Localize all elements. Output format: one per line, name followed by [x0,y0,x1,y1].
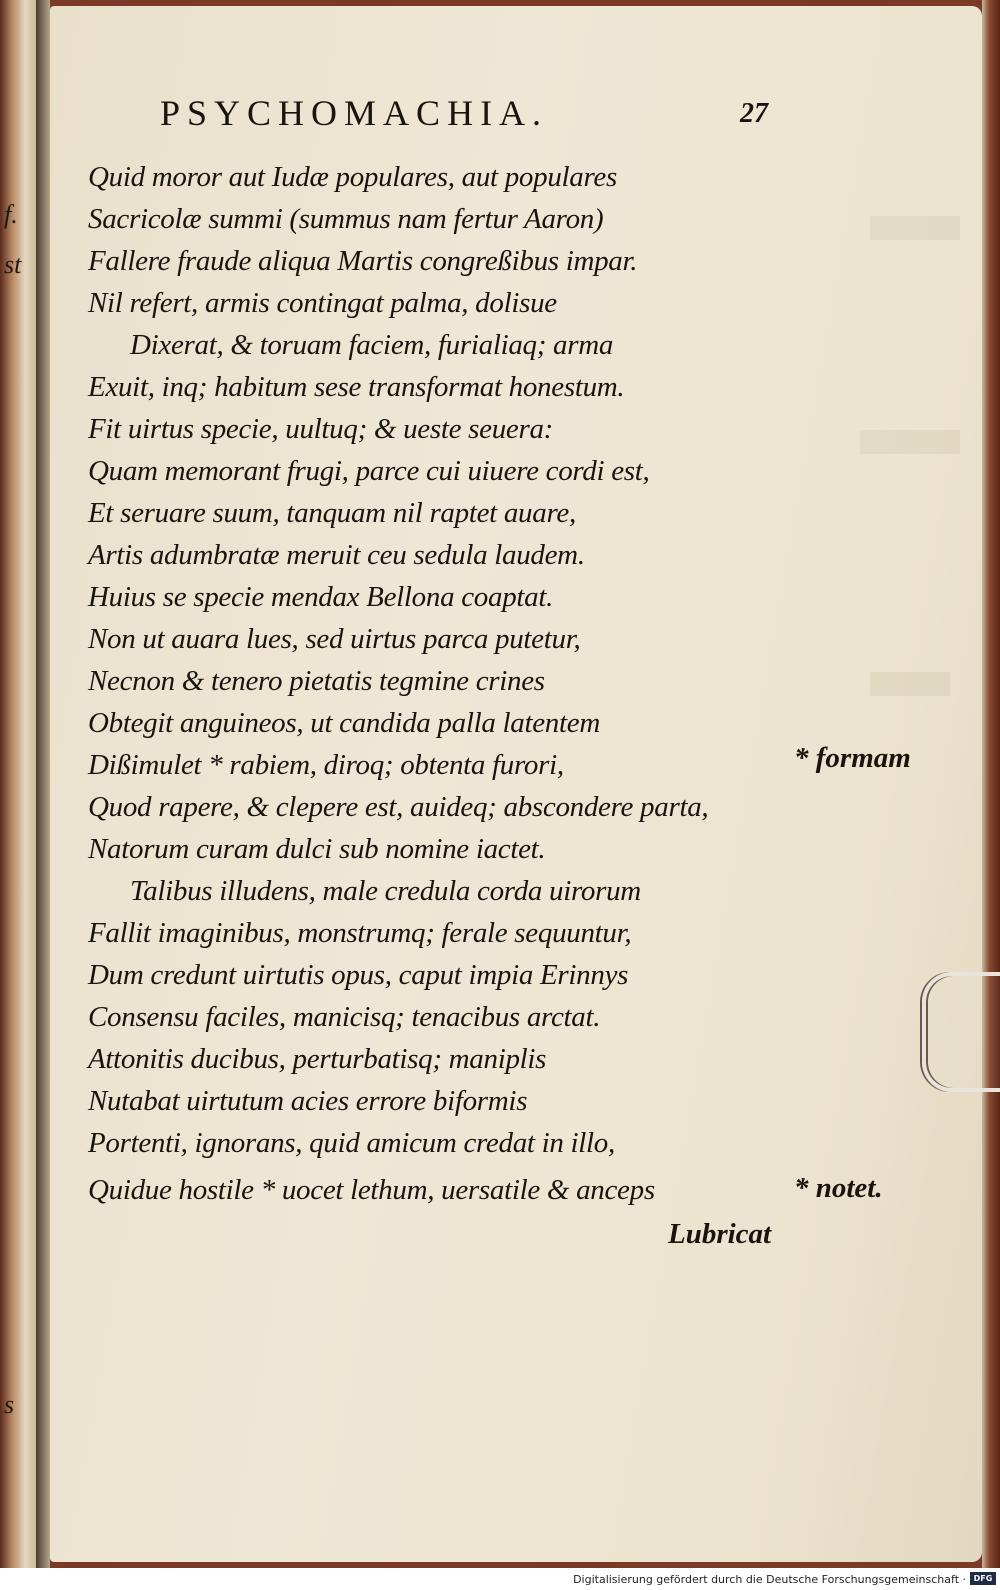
left-leaf-fragment: st [4,250,22,279]
running-header: PSYCHOMACHIA. [160,93,549,133]
verse-line: Quod rapere, & clepere est, auideq; abscondere parta, [88,791,709,823]
verse-line: Artis adumbratæ meruit ceu sedula laudem. [88,539,585,571]
verse-line: Portenti, ignorans, quid amicum credat in illo, [88,1127,615,1159]
fore-edge [982,0,1000,1568]
dfg-logo-icon: DFG [970,1572,996,1585]
adjacent-left-leaf [0,0,36,1568]
page-number: 27 [740,98,768,129]
verse-line: Nutabat uirtutum acies errore biformis [88,1085,528,1117]
verse-line: Quam memorant frugi, parce cui uiuere cordi est, [88,455,650,487]
verse-line: Nil refert, armis contingat palma, dolisue [88,287,557,319]
verse-line: Dixerat, & toruam faciem, furialiaq; arma [130,329,614,361]
verse-line: Consensu faciles, manicisq; tenacibus arctat. [88,1001,601,1033]
catchword: Lubricat [668,1218,772,1250]
verse-line: Talibus illudens, male credula corda uirorum [130,875,641,907]
page-clip [922,972,1000,1092]
left-leaf-fragment: f. [4,200,18,229]
verse-line: Natorum curam dulci sub nomine iactet. [88,833,546,865]
verse-line: Fit uirtus specie, uultuq; & ueste seuera: [88,413,554,445]
verse-line: Dißimulet * rabiem, diroq; obtenta furori, [88,749,564,781]
verse-line: Et seruare suum, tanquam nil raptet auare, [88,497,576,529]
verse-line: Dum credunt uirtutis opus, caput impia Erinnys [88,959,629,991]
verse-line: Fallere fraude aliqua Martis congreßibus impar. [88,245,638,277]
digitization-credit-bar [0,1568,1000,1590]
marginal-note: * notet. [794,1172,883,1204]
verse-line: Sacricolæ summi (summus nam fertur Aaron) [88,203,604,235]
verse-line: Fallit imaginibus, monstrumq; ferale sequuntur, [88,917,632,949]
bleed-through [870,672,950,696]
verse-line: Non ut auara lues, sed uirtus parca putetur, [88,623,581,655]
verse-line: Attonitis ducibus, perturbatisq; maniplis [88,1043,547,1075]
verse-line: Obtegit anguineos, ut candida palla latentem [88,707,600,739]
gutter-shadow [36,0,50,1568]
credit-text: Digitalisierung gefördert durch die Deutsche Forschungsgemeinschaft · [573,1573,966,1586]
verse-line: Huius se specie mendax Bellona coaptat. [88,581,554,613]
bleed-through [860,430,960,454]
marginal-note: * formam [794,742,911,774]
verse-line: Exuit, inq; habitum sese transformat honestum. [88,371,625,403]
verse-line: Necnon & tenero pietatis tegmine crines [88,665,545,697]
left-leaf-fragment: s [4,1390,15,1419]
verse-line: Quidue hostile * uocet lethum, uersatile & anceps [88,1174,655,1206]
bleed-through [870,216,960,240]
verse-line: Quid moror aut Iudæ populares, aut populares [88,161,617,193]
